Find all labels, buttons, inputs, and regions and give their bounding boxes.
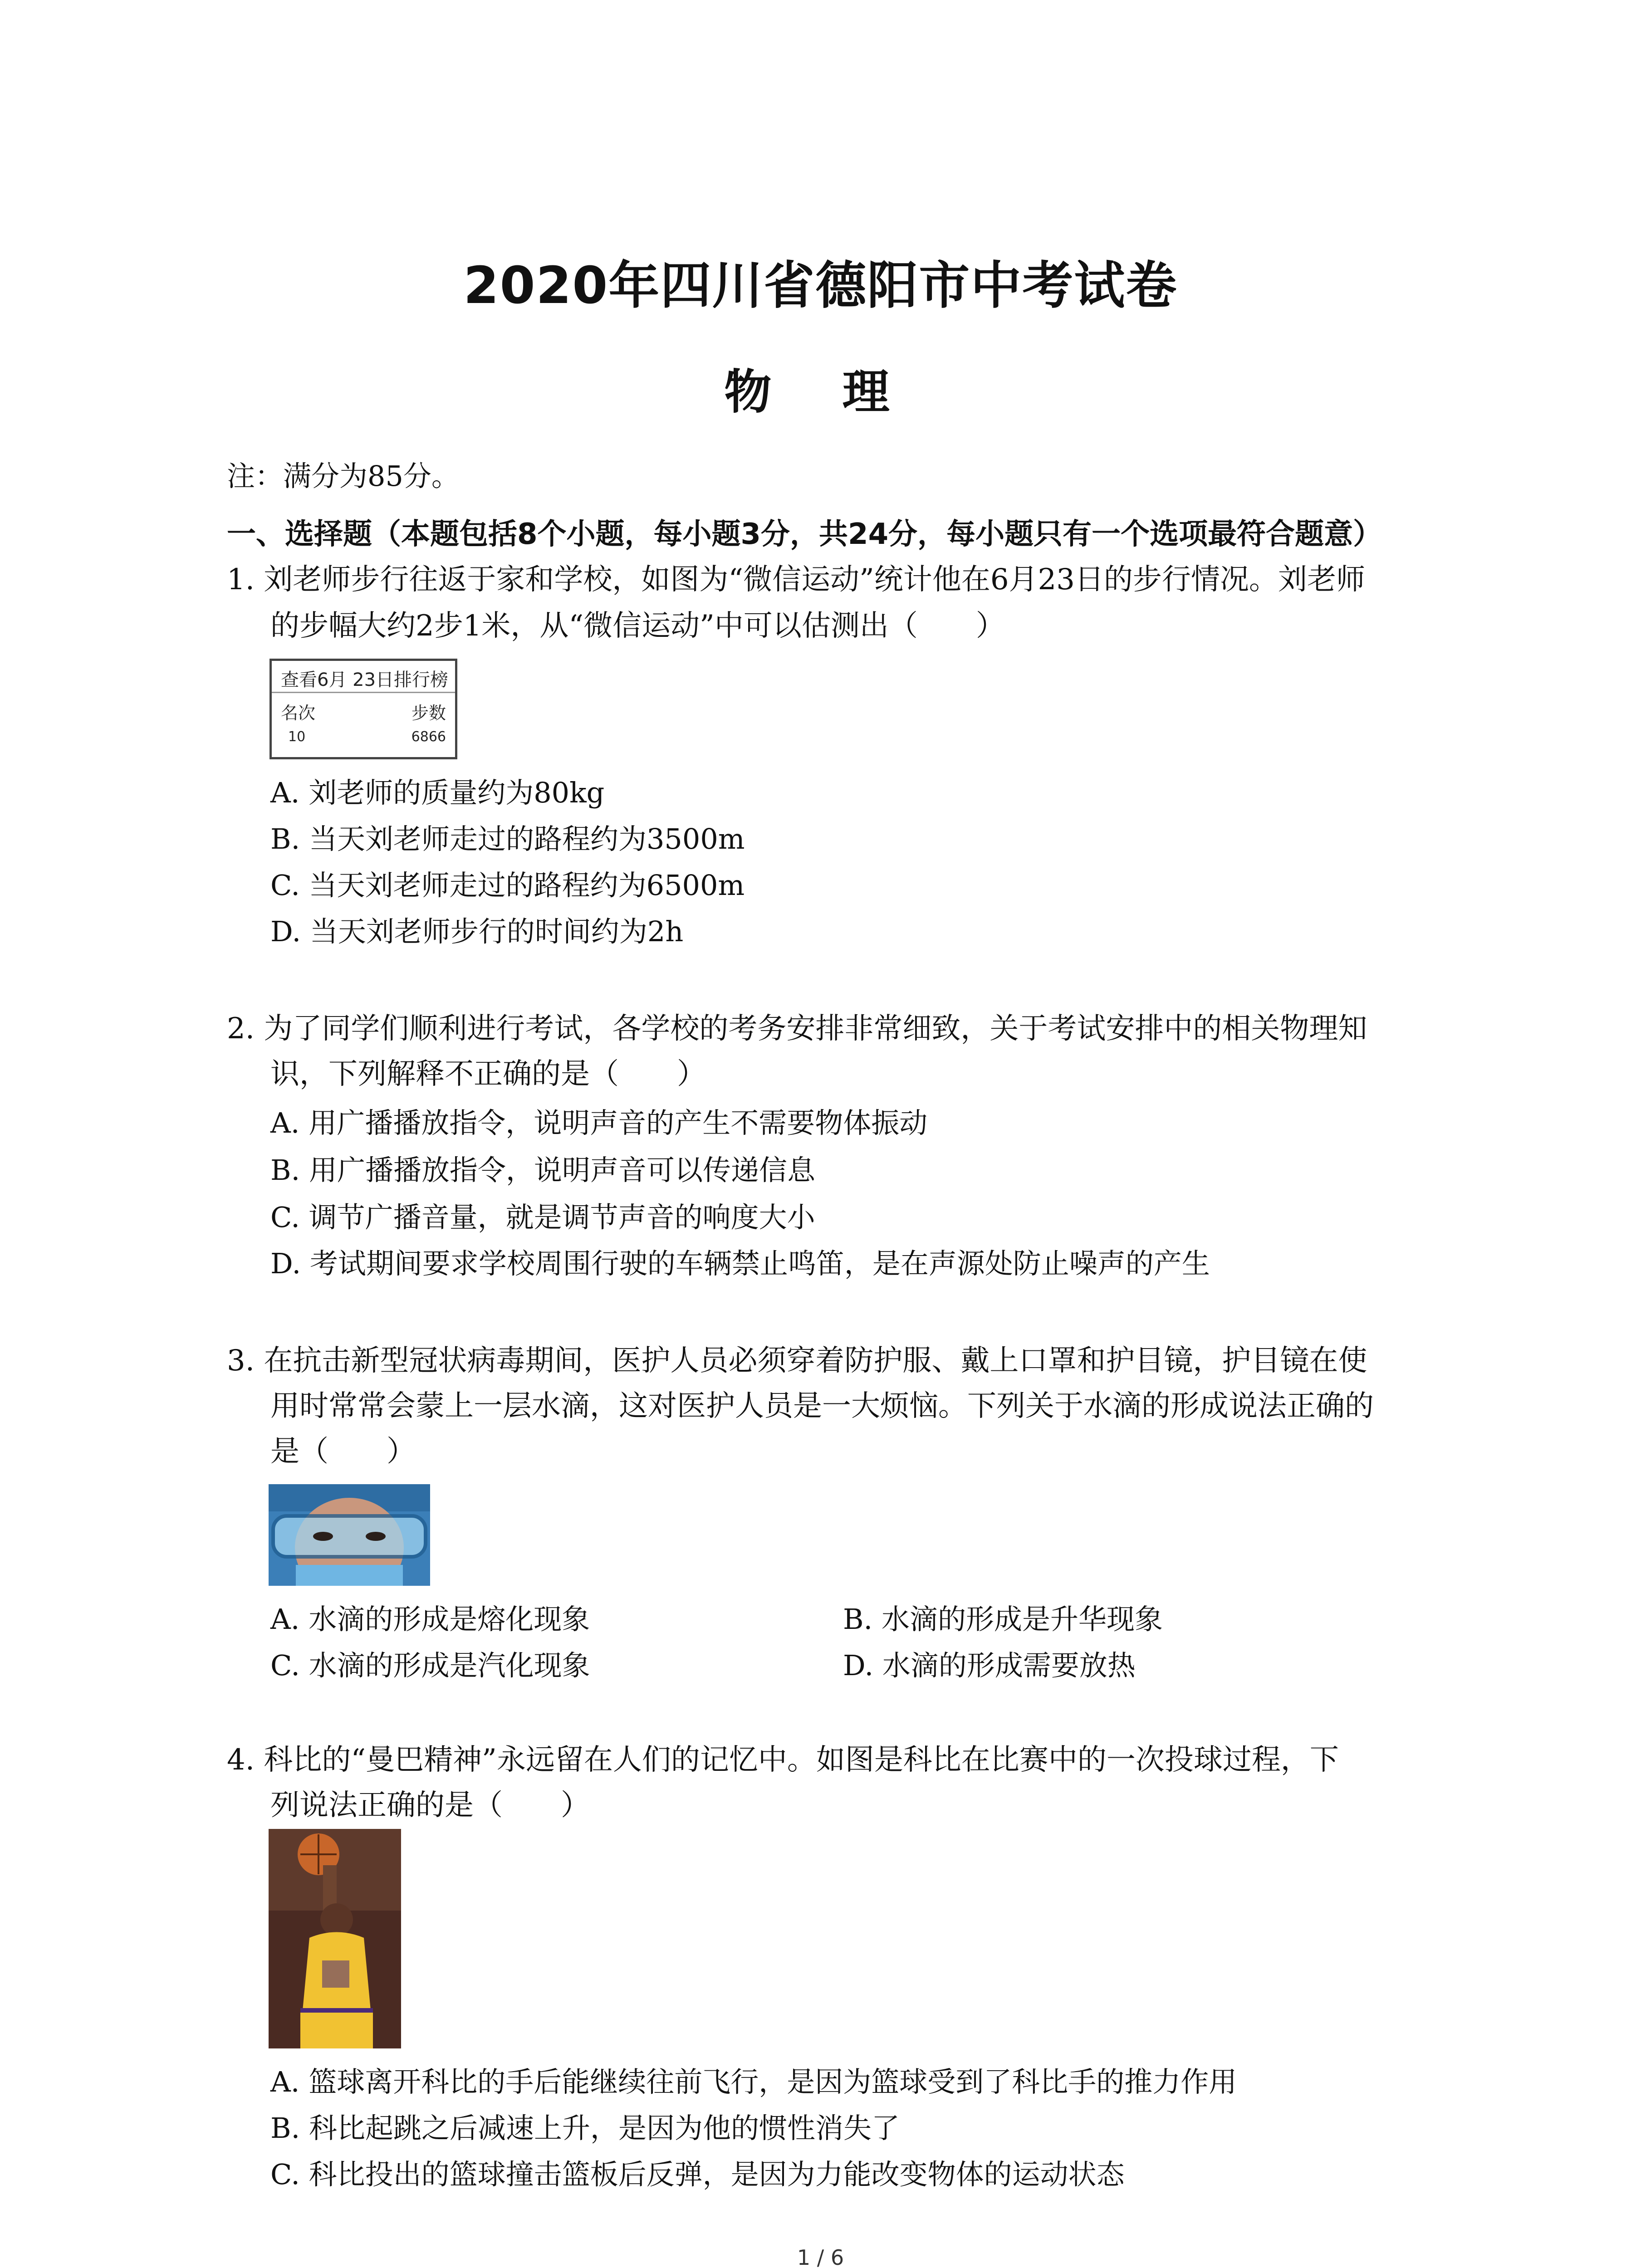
section-heading: 一、选择题（本题包括8个小题，每小题3分，共24分，每小题只有一个选项最符合题意）	[227, 518, 1382, 551]
q1-option-a: A. 刘老师的质量约为80kg	[270, 776, 605, 809]
q1-option-d: D. 当天刘老师步行的时间约为2h	[270, 915, 684, 948]
question-4-line-2: 列说法正确的是（ ）	[270, 1789, 590, 1822]
question-4-line-1: 4. 科比的“曼巴精神”永远留在人们的记忆中。如图是科比在比赛中的一次投球过程，下	[227, 1743, 1339, 1777]
subject-title: 物 理	[724, 364, 917, 420]
question-1-line-2: 的步幅大约2步1米，从“微信运动”中可以估测出（ ）	[270, 609, 1005, 643]
steps-column-label: 步数	[411, 703, 446, 723]
steps-value: 6866	[411, 729, 446, 745]
q3-option-d: D. 水滴的形成需要放热	[843, 1649, 1136, 1682]
question-2-line-1: 2. 为了同学们顺利进行考试，各学校的考务安排非常细致，关于考试安排中的相关物理知	[227, 1012, 1367, 1046]
rank-column-label: 名次	[281, 703, 316, 723]
question-2-line-2: 识，下列解释不正确的是（ ）	[270, 1057, 706, 1091]
q2-option-c: C. 调节广播音量，就是调节声音的响度大小	[270, 1201, 815, 1234]
q1-option-c: C. 当天刘老师走过的路程约为6500m	[270, 869, 745, 902]
page-title: 2020年四川省德阳市中考试卷	[463, 256, 1178, 315]
q4-option-b: B. 科比起跳之后减速上升，是因为他的惯性消失了	[270, 2112, 900, 2145]
question-3-line-3: 是（ ）	[270, 1435, 416, 1468]
q2-option-b: B. 用广播播放指令，说明声音可以传递信息	[270, 1154, 815, 1187]
q3-option-b: B. 水滴的形成是升华现象	[843, 1603, 1163, 1636]
score-note: 注：满分为85分。	[227, 459, 460, 493]
divider	[272, 692, 455, 693]
q1-option-b: B. 当天刘老师走过的路程约为3500m	[270, 822, 745, 855]
kobe-photo	[269, 1829, 401, 2048]
question-3-line-1: 3. 在抗击新型冠状病毒期间，医护人员必须穿着防护服、戴上口罩和护目镜，护目镜在使	[227, 1344, 1367, 1378]
rank-value: 10	[288, 729, 306, 745]
q3-option-c: C. 水滴的形成是汽化现象	[270, 1649, 590, 1682]
page-number: 1 / 6	[797, 2245, 844, 2268]
q2-option-a: A. 用广播播放指令，说明声音的产生不需要物体振动	[270, 1106, 928, 1139]
step-ranking-figure	[269, 659, 457, 759]
q3-option-a: A. 水滴的形成是熔化现象	[270, 1603, 590, 1636]
question-1-line-1: 1. 刘老师步行往返于家和学校，如图为“微信运动”统计他在6月23日的步行情况。刘老师	[227, 563, 1365, 596]
goggles-photo	[269, 1484, 430, 1586]
ranking-header: 查看6月 23日排行榜	[281, 670, 449, 690]
question-3-line-2: 用时常常会蒙上一层水滴，这对医护人员是一大烦恼。下列关于水滴的形成说法正确的	[270, 1389, 1374, 1423]
q2-option-d: D. 考试期间要求学校周围行驶的车辆禁止鸣笛，是在声源处防止噪声的产生	[270, 1247, 1210, 1280]
q4-option-a: A. 篮球离开科比的手后能继续往前飞行，是因为篮球受到了科比手的推力作用	[270, 2065, 1237, 2098]
q4-option-c: C. 科比投出的篮球撞击篮板后反弹，是因为力能改变物体的运动状态	[270, 2158, 1125, 2191]
